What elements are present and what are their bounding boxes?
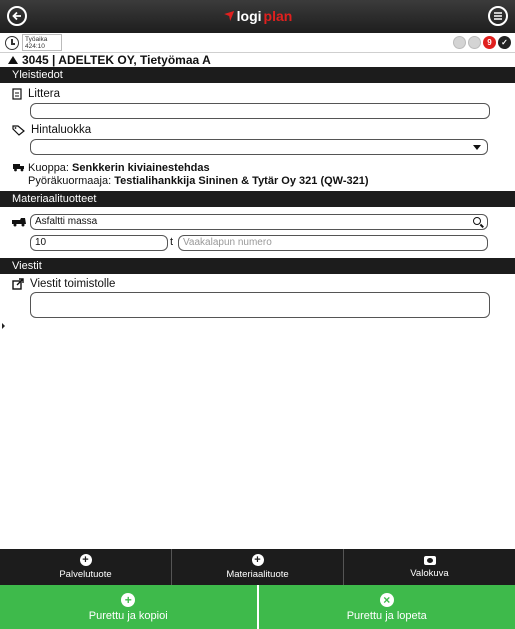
littera-label-row [12, 88, 60, 100]
work-time-label: Työaika [25, 36, 48, 43]
plus-circle-icon: + [252, 554, 264, 566]
unloaded-finish-label: Purettu ja lopeta [346, 609, 427, 622]
job-title [8, 53, 211, 66]
amount-input[interactable]: 10 [30, 235, 168, 251]
unloaded-finish-button[interactable] [257, 585, 515, 629]
littera-input[interactable] [30, 103, 490, 119]
chevron-down-icon [473, 145, 481, 150]
amount-unit: t [170, 236, 174, 248]
scale-ticket-placeholder: Vaakalapun numero [183, 237, 272, 248]
work-time-value: 424:10 [25, 43, 45, 50]
camera-icon [424, 556, 436, 565]
side-expand-icon[interactable] [2, 323, 5, 329]
photo-button[interactable] [344, 549, 515, 585]
pit-info [28, 162, 369, 188]
messages-textarea[interactable] [30, 292, 490, 318]
scale-ticket-input[interactable] [178, 235, 488, 251]
loader-line [28, 175, 369, 188]
plus-circle-icon: + [80, 554, 92, 566]
add-material-product-button[interactable] [172, 549, 344, 585]
check-status-icon[interactable]: ✓ [498, 36, 511, 49]
status-dot-1-icon[interactable] [453, 36, 466, 49]
external-edit-icon [12, 278, 24, 290]
job-title-text: 3045 | ADELTEK OY, Tietyömaa A [22, 52, 211, 67]
collapse-triangle-icon[interactable] [8, 56, 18, 64]
price-class-select[interactable] [30, 139, 488, 155]
loader-value: Testialihankkija Sininen & Tytär Oy 321 (QW-321) [114, 175, 369, 187]
logo-text-prefix: logi [236, 8, 262, 24]
price-class-label: Hintaluokka [31, 124, 92, 136]
status-row [0, 33, 515, 53]
work-time-box[interactable] [22, 34, 62, 51]
location-status-icon[interactable]: 9 [483, 36, 496, 49]
arrow-left-icon [11, 10, 23, 22]
photo-label: Valokuva [410, 567, 449, 579]
logo [223, 8, 293, 24]
unloaded-copy-label: Purettu ja kopioi [88, 609, 168, 622]
loader-prefix: Pyöräkuormaaja: [28, 175, 112, 187]
search-icon[interactable] [473, 217, 481, 225]
add-material-product-label: Materiaalituote [226, 569, 289, 580]
add-service-product-button[interactable] [0, 549, 172, 585]
add-service-product-label: Palvelutuote [59, 569, 112, 580]
section-header-messages: Viestit [0, 258, 515, 274]
pit-value: Senkkerin kiviainestehdas [72, 162, 210, 174]
littera-label: Littera [28, 88, 60, 100]
section-header-general: Yleistiedot [0, 67, 515, 83]
logo-text-suffix: plan [263, 8, 293, 24]
tag-icon [12, 125, 25, 136]
material-truck-icon [12, 218, 26, 227]
logo-mark-icon [223, 10, 235, 22]
messages-label: Viestit toimistolle [30, 278, 116, 290]
status-indicators [453, 36, 511, 49]
pit-line [28, 162, 369, 175]
menu-icon [493, 11, 503, 21]
section-header-materials: Materiaalituotteet [0, 191, 515, 207]
app-header [0, 0, 515, 33]
unloaded-copy-button[interactable] [0, 585, 257, 629]
close-circle-icon: × [380, 593, 394, 607]
menu-button[interactable] [488, 6, 508, 26]
bottom-toolbar [0, 549, 515, 585]
status-dot-2-icon[interactable] [468, 36, 481, 49]
material-search-input[interactable] [30, 214, 488, 230]
back-button[interactable] [7, 6, 27, 26]
pit-prefix: Kuoppa: [28, 162, 69, 174]
document-icon [12, 88, 22, 100]
messages-label-row [12, 278, 115, 290]
action-bar [0, 585, 515, 629]
price-class-label-row [12, 124, 91, 136]
material-search-value: Asfaltti massa [35, 216, 98, 227]
plus-circle-icon: + [121, 593, 135, 607]
clock-icon [5, 36, 19, 50]
truck-icon [13, 163, 25, 172]
